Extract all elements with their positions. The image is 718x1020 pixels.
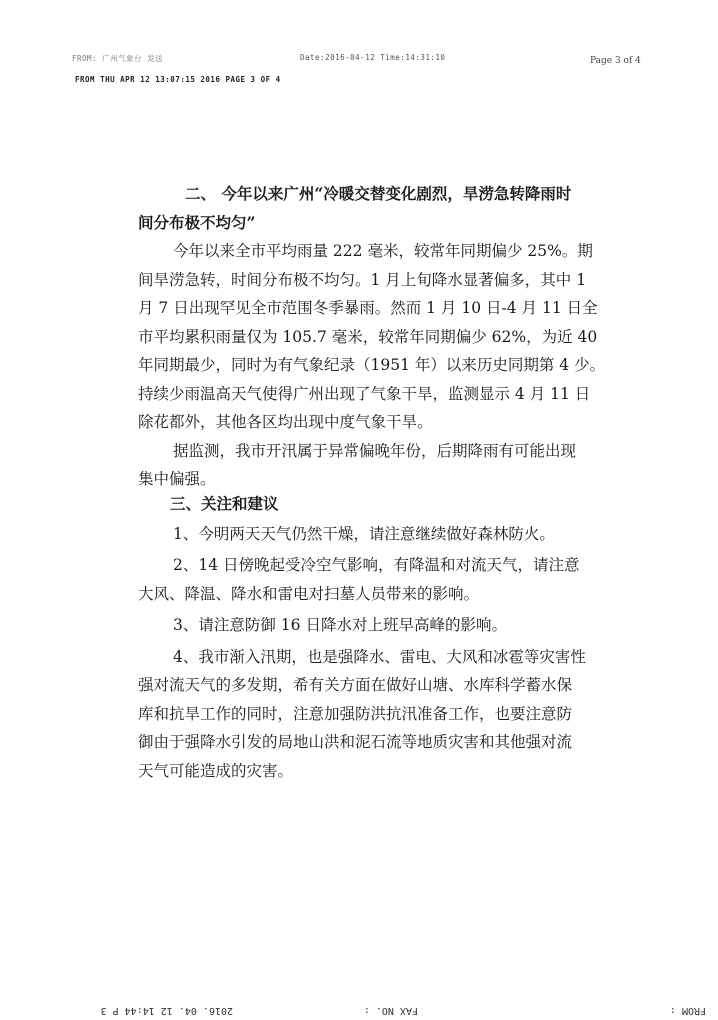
recommendation-2 — [138, 551, 608, 608]
text-line: 1、今明两天天气仍然干燥，请注意继续做好森林防火。 — [173, 524, 555, 543]
fax-transmission-header: FROM THU APR 12 13:07:15 2016 PAGE 3 OF 4 — [75, 75, 281, 84]
text-line: 除花都外，其他各区均出现中度气象干旱。 — [138, 413, 433, 431]
text-line: 今年以来全市平均雨量 222 毫米，较常年同期偏少 25%。期 — [173, 242, 593, 260]
text-line: 据监测，我市开汛属于异常偏晚年份，后期降雨有可能出现 — [173, 441, 577, 460]
text-line: 集中偏强。 — [138, 470, 216, 488]
section-2 — [138, 180, 608, 494]
section-2-heading-line1: 二、 今年以来广州“冷暖交替变化剧烈，旱涝急转降雨时 — [185, 184, 572, 203]
fax-footer-from: FROM : — [669, 1005, 706, 1016]
text-line: 大风、降温、降水和雷电对扫墓人员带来的影响。 — [138, 584, 480, 603]
fax-date-time: Date:2016-04-12 Time:14:31:10 — [300, 53, 446, 62]
page-indicator: Page 3 of 4 — [590, 56, 641, 66]
section-2-paragraph-2 — [138, 437, 608, 494]
recommendation-3 — [173, 611, 608, 640]
text-line: 2、14 日傍晚起受冷空气影响，有降温和对流天气，请注意 — [173, 556, 580, 574]
section-3-heading: 三、关注和建议 — [170, 494, 279, 513]
text-line: 市平均累积雨量仅为 105.7 毫米，较常年同期偏少 62%，为近 40 — [138, 327, 598, 346]
text-line: 3、请注意防御 16 日降水对上班早高峰的影响。 — [173, 616, 507, 634]
text-line: 月 7 日出现罕见全市范围冬季暴雨。然而 1 月 10 日-4 月 11 日全 — [138, 299, 598, 317]
recommendation-4 — [138, 643, 608, 786]
text-line: 年同期最少，同时为有气象纪录（1951 年）以来历史同期第 4 少。 — [138, 356, 606, 374]
section-3 — [138, 490, 608, 785]
text-line: 4、我市渐入汛期，也是强降水、雷电、大风和冰雹等灾害性 — [173, 647, 586, 666]
recommendation-1 — [173, 520, 608, 549]
text-line: 强对流天气的多发期，希有关方面在做好山塘、水库科学蓄水保 — [138, 676, 573, 694]
fax-top-left-stamp: FROM: 广州气象台 发送 — [72, 54, 164, 63]
fax-footer-date: 2016. 04. 12 14:44 P 3 — [100, 1005, 233, 1016]
text-line: 御由于强降水引发的局地山洪和泥石流等地质灾害和其他强对流 — [138, 733, 573, 751]
section-2-paragraph-1 — [138, 237, 608, 437]
section-2-heading-line2: 间分布极不均匀” — [138, 212, 256, 232]
text-line: 库和抗旱工作的同时，注意加强防洪抗汛准备工作，也要注意防 — [138, 704, 573, 723]
fax-footer-faxno: FAX NO. : — [363, 1005, 418, 1016]
text-line: 持续少雨温高天气使得广州出现了气象干旱，监测显示 4 月 11 日 — [138, 384, 591, 403]
fax-footer-upside-down — [0, 998, 718, 1018]
text-line: 间旱涝急转，时间分布极不均匀。1 月上旬降水显著偏多，其中 1 — [138, 270, 587, 289]
text-line: 天气可能造成的灾害。 — [138, 761, 294, 780]
